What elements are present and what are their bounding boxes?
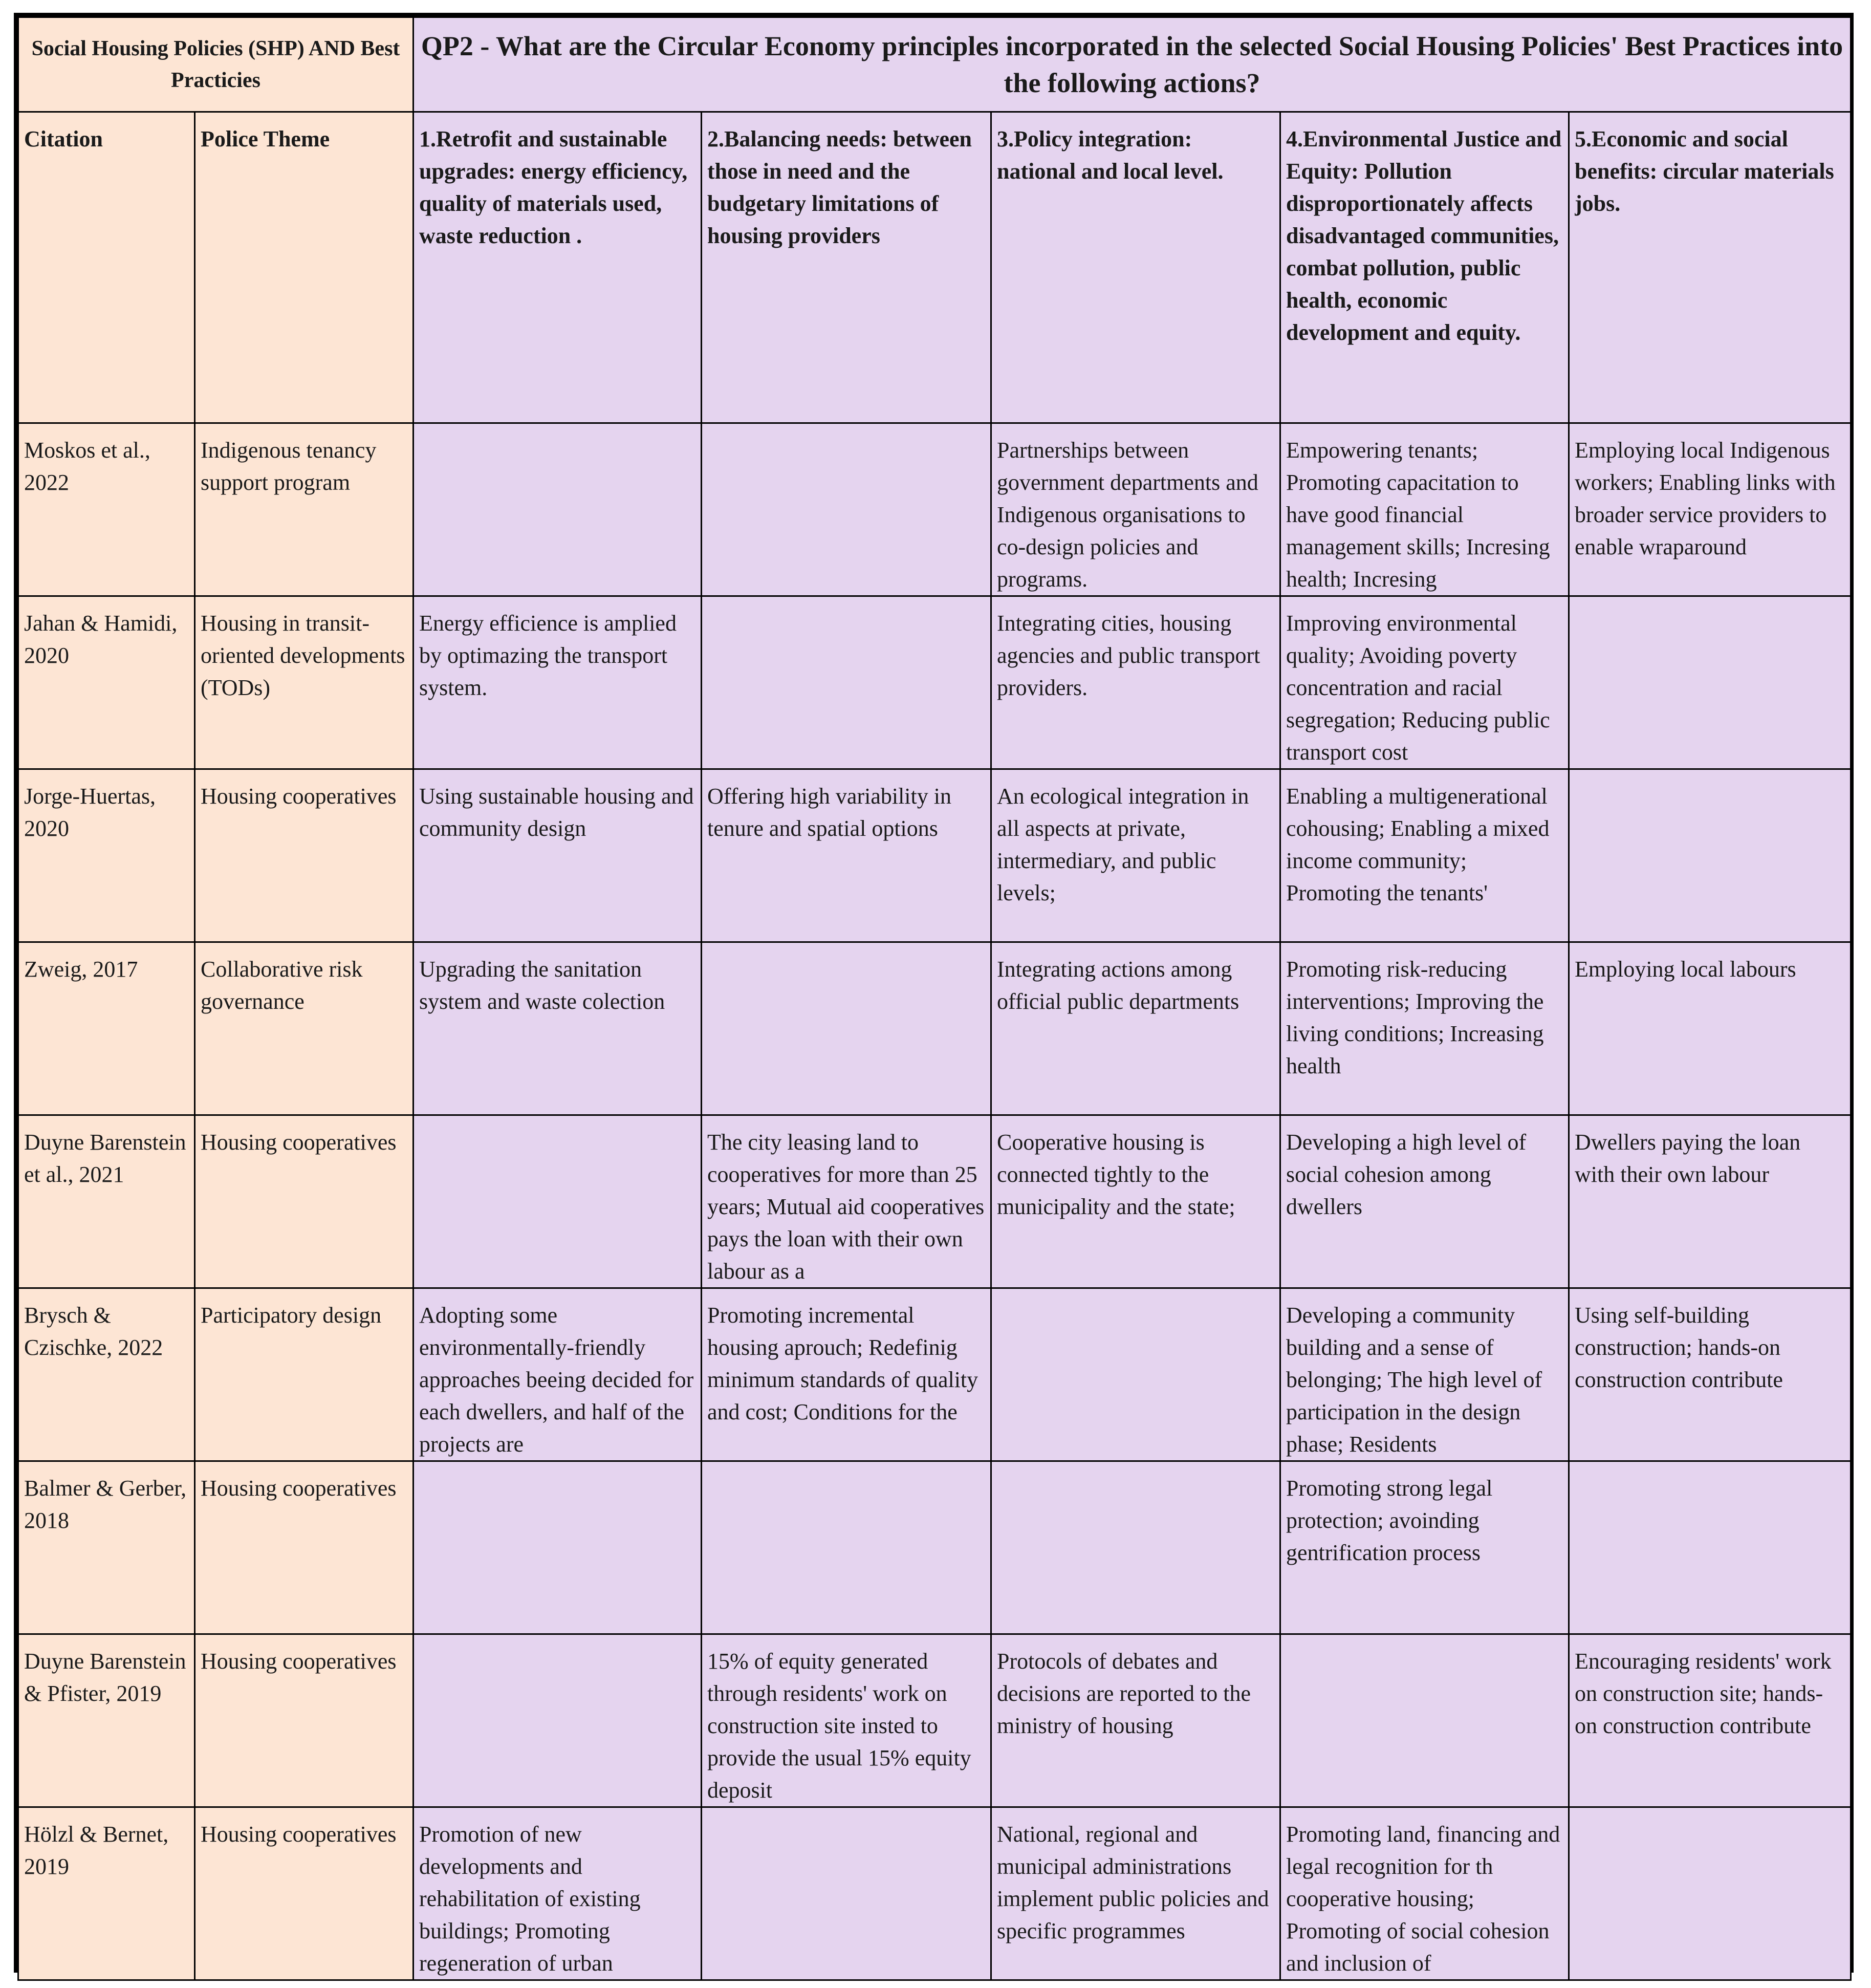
table-row xyxy=(18,1115,1851,1288)
balancing-cell xyxy=(702,596,991,769)
theme-cell: Housing cooperatives xyxy=(195,769,414,942)
theme-cell: Housing cooperatives xyxy=(195,1115,414,1288)
balancing-cell xyxy=(702,942,991,1115)
justice-cell: Promoting strong legal protection; avoinding gentrification process xyxy=(1280,1461,1569,1634)
retrofit-cell: Energy efficience is amplied by optimazing the transport system. xyxy=(414,596,702,769)
justice-cell: Empowering tenants; Promoting capacitation to have good financial management skills; Incresing health; Incresing xyxy=(1280,423,1569,596)
citation-cell: Moskos et al., 2022 xyxy=(18,423,195,596)
citation-cell: Hölzl & Bernet, 2019 xyxy=(18,1807,195,1980)
theme-cell: Collaborative risk governance xyxy=(195,942,414,1115)
theme-cell: Housing in transit-oriented developments (TODs) xyxy=(195,596,414,769)
table-row xyxy=(18,423,1851,596)
economic-cell: Dwellers paying the loan with their own labour xyxy=(1569,1115,1851,1288)
balancing-cell xyxy=(702,1461,991,1634)
economic-cell xyxy=(1569,1807,1851,1980)
balancing-cell: 15% of equity generated through residents' work on construction site insted to provide the usual 15% equity deposit xyxy=(702,1634,991,1807)
citation-cell: Balmer & Gerber, 2018 xyxy=(18,1461,195,1634)
policy-cell: Partnerships between government departments and Indigenous organisations to co-design policies and programs. xyxy=(991,423,1280,596)
justice-cell: Improving environmental quality; Avoiding poverty concentration and racial segregation; Reducing public transport cost xyxy=(1280,596,1569,769)
policy-table xyxy=(17,16,1852,1981)
economic-cell xyxy=(1569,596,1851,769)
shp-header: Social Housing Policies (SHP) AND Best Practicies xyxy=(18,17,414,112)
policy-cell xyxy=(991,1461,1280,1634)
retrofit-cell: Using sustainable housing and community design xyxy=(414,769,702,942)
column-header-retrofit: 1.Retrofit and sustainable upgrades: energy efficiency, quality of materials used, waste reduction . xyxy=(414,112,702,423)
theme-cell: Indigenous tenancy support program xyxy=(195,423,414,596)
citation-cell: Zweig, 2017 xyxy=(18,942,195,1115)
retrofit-cell: Promotion of new developments and rehabilitation of existing buildings; Promoting regeneration of urban xyxy=(414,1807,702,1980)
policy-cell: Protocols of debates and decisions are reported to the ministry of housing xyxy=(991,1634,1280,1807)
theme-cell: Housing cooperatives xyxy=(195,1461,414,1634)
theme-cell: Participatory design xyxy=(195,1288,414,1461)
theme-cell: Housing cooperatives xyxy=(195,1807,414,1980)
retrofit-cell xyxy=(414,1634,702,1807)
column-header-policy: 3.Policy integration: national and local level. xyxy=(991,112,1280,423)
economic-cell: Encouraging residents' work on construction site; hands-on construction contribute xyxy=(1569,1634,1851,1807)
retrofit-cell: Upgrading the sanitation system and waste colection xyxy=(414,942,702,1115)
economic-cell xyxy=(1569,1461,1851,1634)
theme-cell: Housing cooperatives xyxy=(195,1634,414,1807)
column-header-theme: Police Theme xyxy=(195,112,414,423)
citation-cell: Brysch & Czischke, 2022 xyxy=(18,1288,195,1461)
column-header-economic: 5.Economic and social benefits: circular materials jobs. xyxy=(1569,112,1851,423)
table-row xyxy=(18,769,1851,942)
table-row xyxy=(18,1807,1851,1980)
column-header-citation: Citation xyxy=(18,112,195,423)
policy-cell xyxy=(991,1288,1280,1461)
policy-cell: Integrating actions among official public departments xyxy=(991,942,1280,1115)
citation-cell: Duyne Barenstein et al., 2021 xyxy=(18,1115,195,1288)
balancing-cell xyxy=(702,1807,991,1980)
justice-cell: Promoting land, financing and legal recognition for th cooperative housing; Promoting of social cohesion and inclusion of xyxy=(1280,1807,1569,1980)
economic-cell: Using self-building construction; hands-on construction contribute xyxy=(1569,1288,1851,1461)
retrofit-cell xyxy=(414,423,702,596)
economic-cell xyxy=(1569,769,1851,942)
table-row xyxy=(18,942,1851,1115)
policy-cell: Integrating cities, housing agencies and public transport providers. xyxy=(991,596,1280,769)
justice-cell: Developing a high level of social cohesion among dwellers xyxy=(1280,1115,1569,1288)
retrofit-cell: Adopting some environmentally-friendly approaches beeing decided for each dwellers, and half of the projects are xyxy=(414,1288,702,1461)
balancing-cell: Promoting incremental housing aprouch; Redefinig minimum standards of quality and cost; Conditions for the xyxy=(702,1288,991,1461)
justice-cell xyxy=(1280,1634,1569,1807)
policy-cell: National, regional and municipal administrations implement public policies and specific programmes xyxy=(991,1807,1280,1980)
table-row xyxy=(18,1461,1851,1634)
citation-cell: Jahan & Hamidi, 2020 xyxy=(18,596,195,769)
column-header-justice: 4.Environmental Justice and Equity: Pollution disproportionately affects disadvantaged communities, combat pollution, public health, economic development and equity. xyxy=(1280,112,1569,423)
economic-cell: Employing local labours xyxy=(1569,942,1851,1115)
question-header: QP2 - What are the Circular Economy principles incorporated in the selected Social Housing Policies' Best Practices into the following actions? xyxy=(414,17,1851,112)
column-header-row xyxy=(18,112,1851,423)
balancing-cell: Offering high variability in tenure and spatial options xyxy=(702,769,991,942)
column-header-balancing: 2.Balancing needs: between those in need and the budgetary limitations of housing providers xyxy=(702,112,991,423)
policy-cell: Cooperative housing is connected tightly to the municipality and the state; xyxy=(991,1115,1280,1288)
title-row xyxy=(18,17,1851,112)
justice-cell: Enabling a multigenerational cohousing; Enabling a mixed income community; Promoting the tenants' xyxy=(1280,769,1569,942)
table-row xyxy=(18,596,1851,769)
justice-cell: Developing a community building and a sense of belonging; The high level of participation in the design phase; Residents xyxy=(1280,1288,1569,1461)
retrofit-cell xyxy=(414,1115,702,1288)
policy-table-container xyxy=(14,13,1854,1976)
justice-cell: Promoting risk-reducing interventions; Improving the living conditions; Increasing health xyxy=(1280,942,1569,1115)
citation-cell: Duyne Barenstein & Pfister, 2019 xyxy=(18,1634,195,1807)
retrofit-cell xyxy=(414,1461,702,1634)
balancing-cell: The city leasing land to cooperatives for more than 25 years; Mutual aid cooperatives pays the loan with their own labour as a xyxy=(702,1115,991,1288)
table-row xyxy=(18,1288,1851,1461)
policy-cell: An ecological integration in all aspects at private, intermediary, and public levels; xyxy=(991,769,1280,942)
economic-cell: Employing local Indigenous workers; Enabling links with broader service providers to enable wraparound xyxy=(1569,423,1851,596)
balancing-cell xyxy=(702,423,991,596)
citation-cell: Jorge-Huertas, 2020 xyxy=(18,769,195,942)
table-row xyxy=(18,1634,1851,1807)
